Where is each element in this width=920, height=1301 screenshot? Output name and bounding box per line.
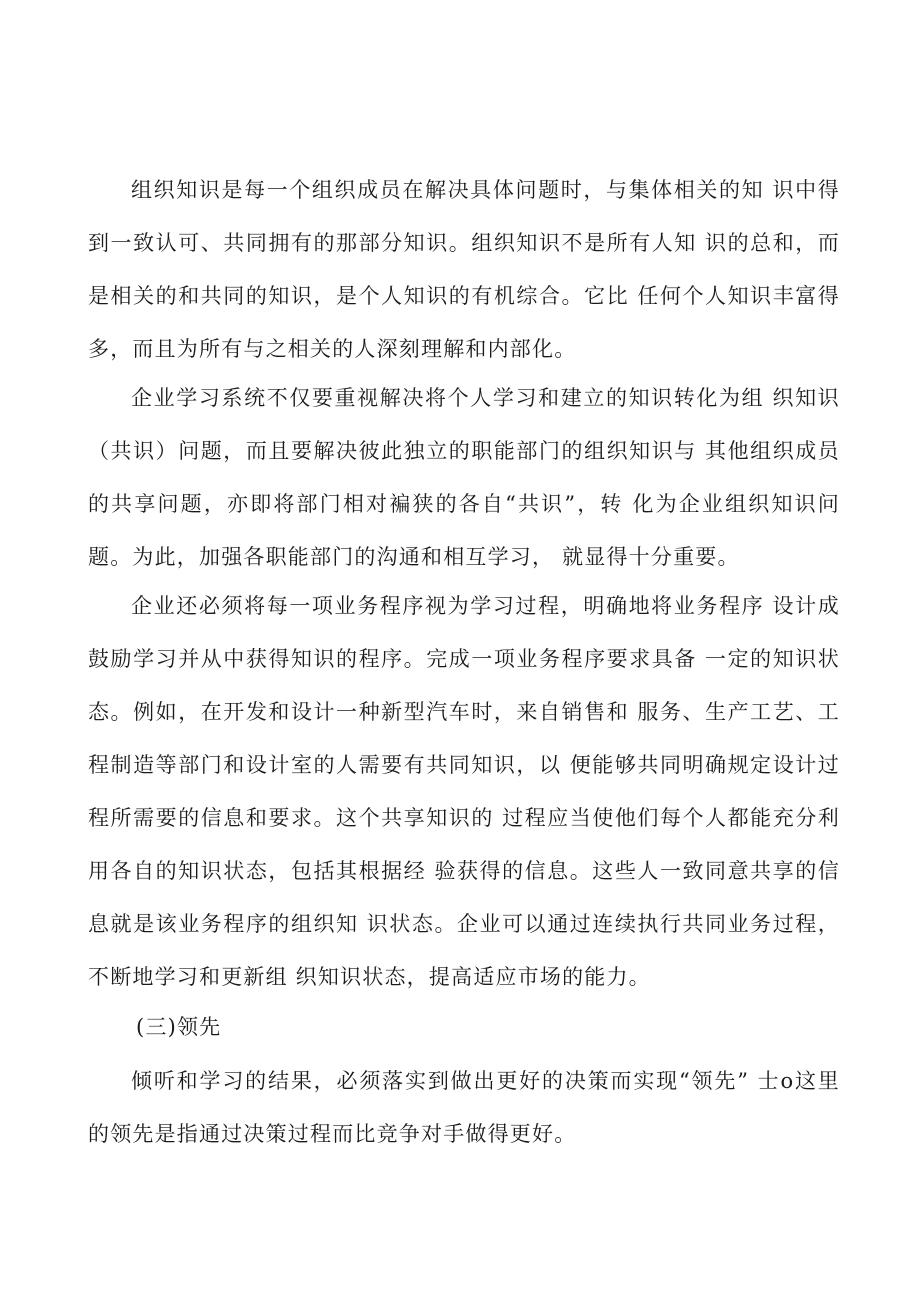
paragraph-leading: 倾听和学习的结果，必须落实到做出更好的决策而实现“领先” 士o这里的领先是指通过决策过程而比竞争对手做得更好。 — [88, 1069, 840, 1146]
paragraph-learning-system: 企业学习系统不仅要重视解决将个人学习和建立的知识转化为组 织知识（共识）问题，而且要解决彼此独立的职能部门的组织知识与 其他组织成员的共享问题，亦即将部门相对褊狭的各自“共识”，转 化为企业组织知识问题。为此，加强各职能部门的沟通和相互学习， 就显得十分重要。 — [88, 386, 840, 569]
paragraph-organizational-knowledge: 组织知识是每一个组织成员在解决具体问题时，与集体相关的知 识中得到一致认可、共同拥有的那部分知识。组织知识不是所有人知 识的总和，而是相关的和共同的知识，是个人知识的有机综合。它比 任何个人知识丰富得多，而且为所有与之相关的人深刻理解和内部化。 — [88, 178, 840, 361]
paragraph-business-process: 企业还必须将每一项业务程序视为学习过程，明确地将业务程序 设计成鼓励学习并从中获得知识的程序。完成一项业务程序要求具备 一定的知识状态。例如，在开发和设计一种新型汽车时，来自销售和 服务、生产工艺、工程制造等部门和设计室的人需要有共同知识，以 便能够共同明确规定设计过程所需要的信息和要求。这个共享知识的 过程应当使他们每个人都能充分利用各自的知识状态，包括其根据经 验获得的信息。这些人一致同意共享的信息就是该业务程序的组织知 识状态。企业可以通过连续执行共同业务过程，不断地学习和更新组 织知识状态，提高适应市场的能力。 — [88, 594, 840, 989]
section-heading-leading: (三)领先 — [136, 1015, 222, 1039]
